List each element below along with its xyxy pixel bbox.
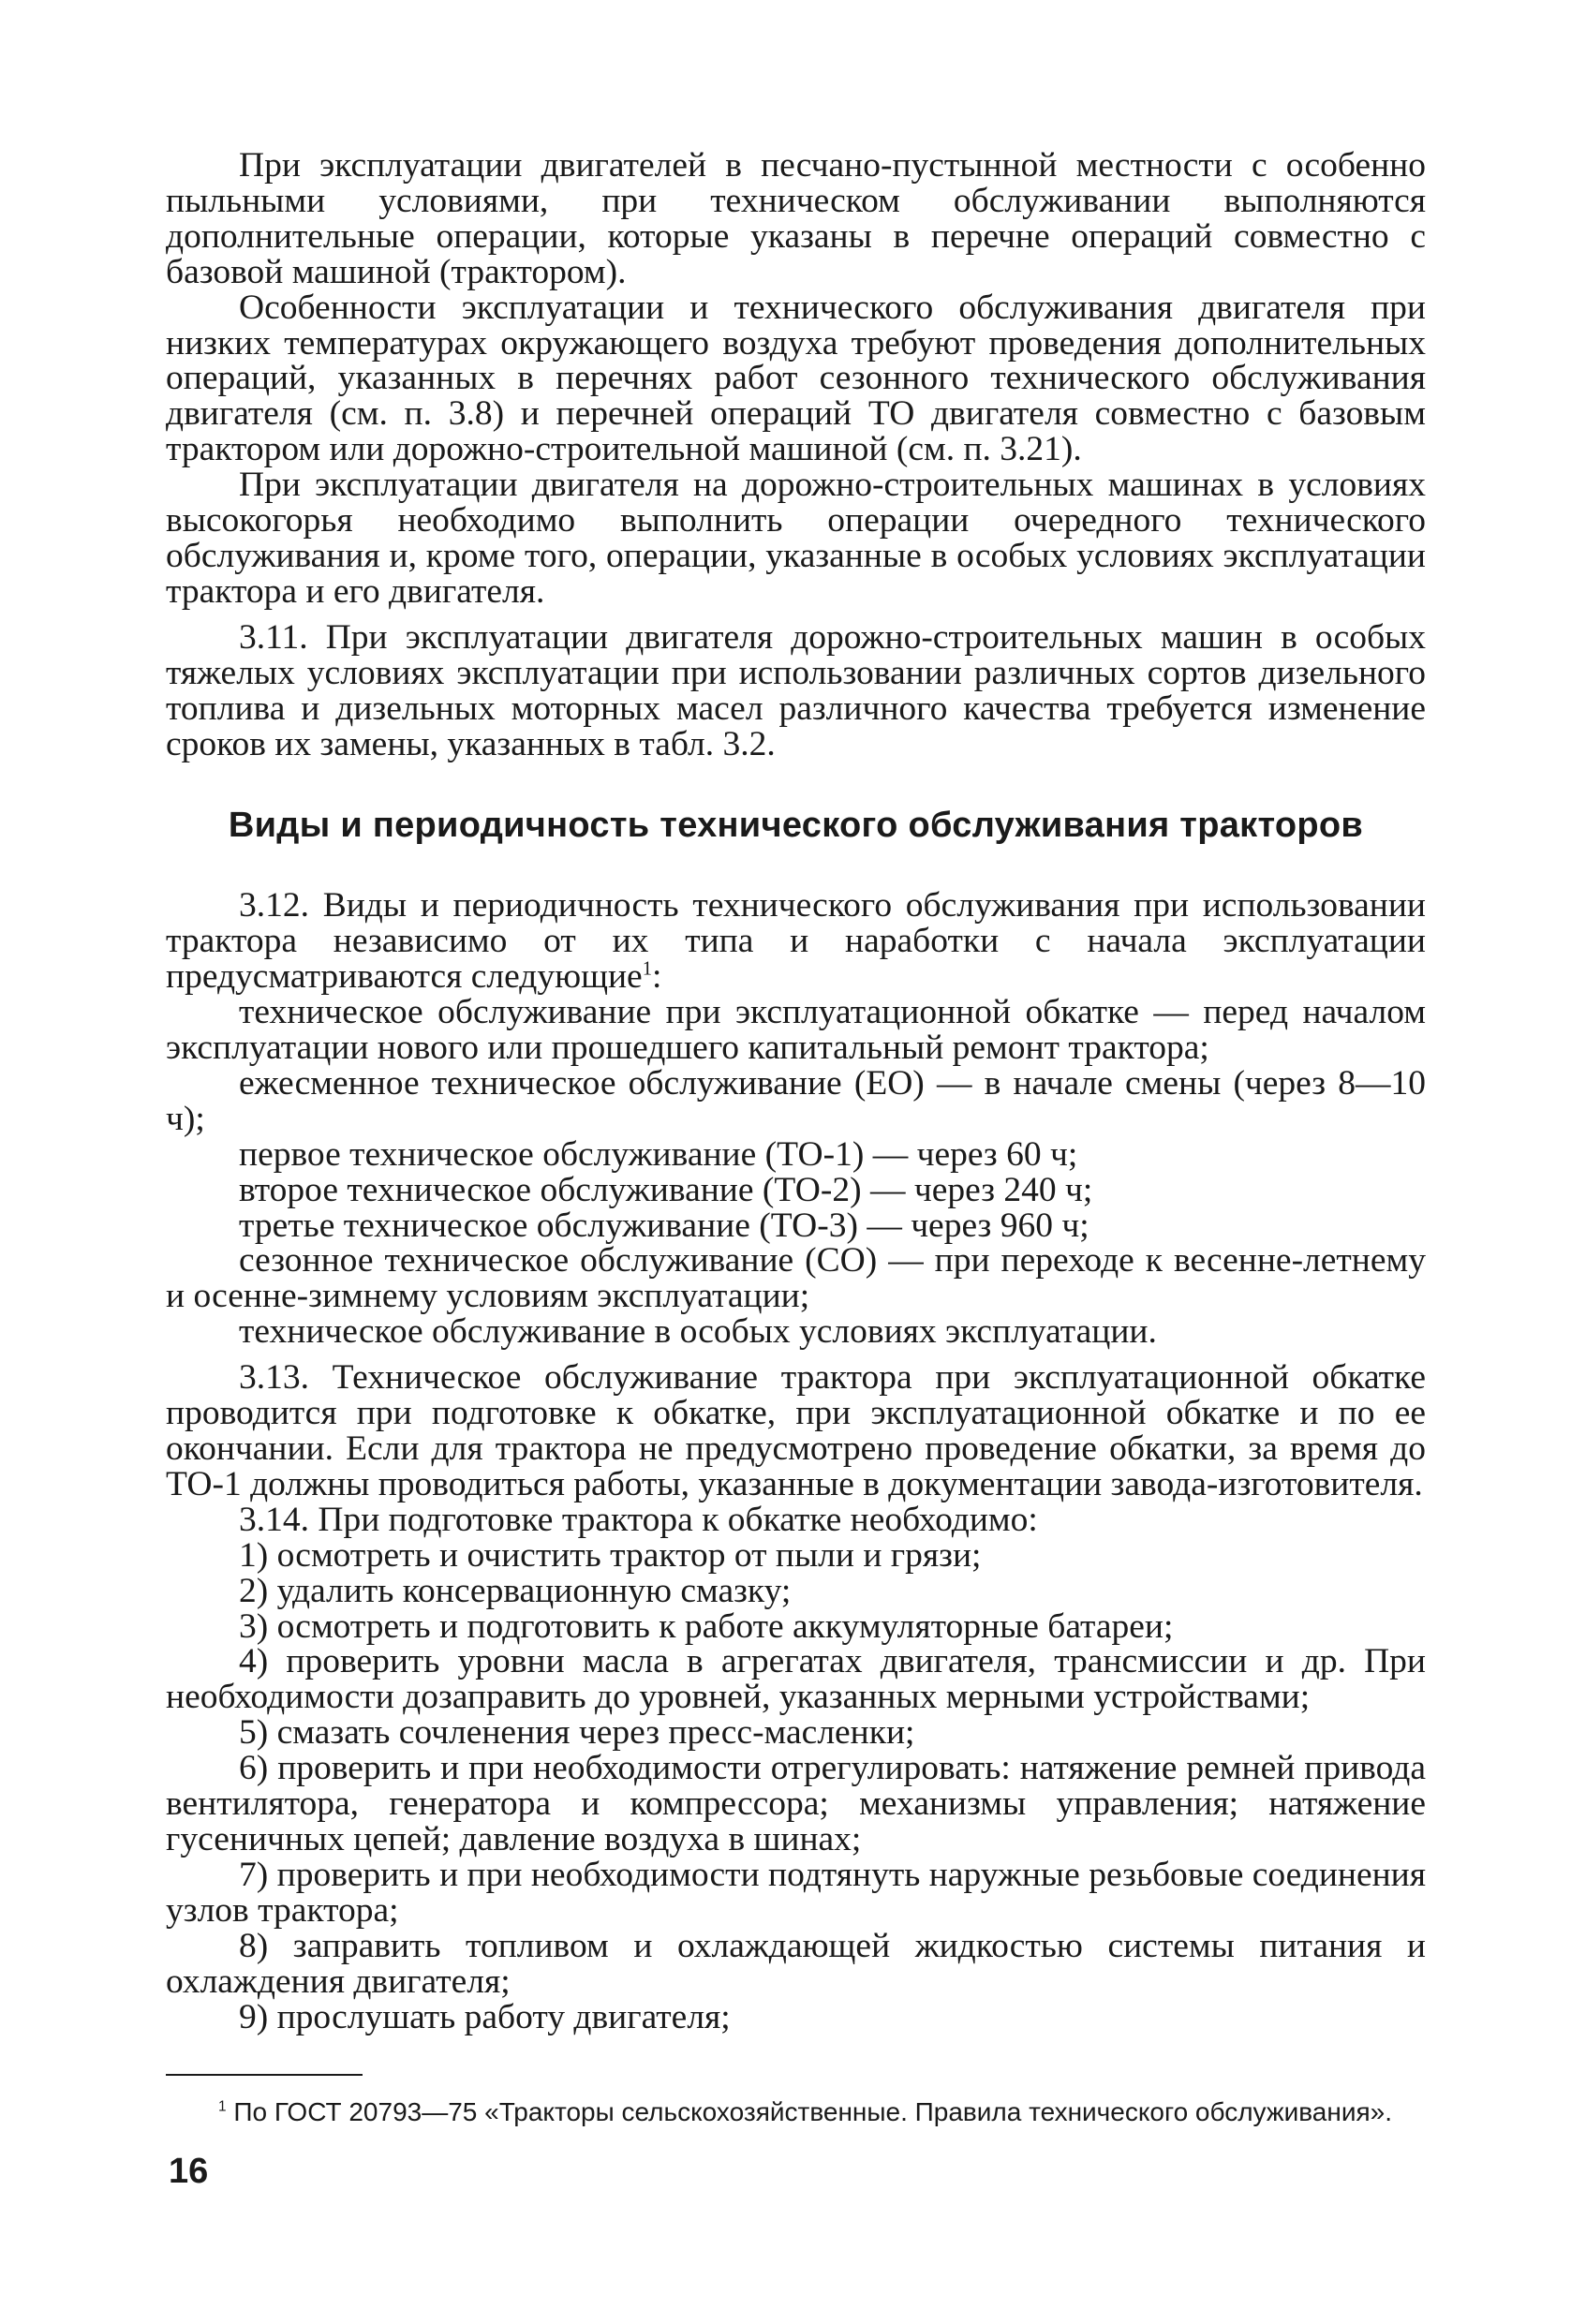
step-item: 8) заправить топливом и охлаждающей жидкостью системы питания и охлаждения двигателя; <box>166 1926 1426 2001</box>
paragraph-3-13: 3.13. Техническое обслуживание трактора при эксплуатационной обкатке проводится при подготовке к обкатке, при эксплуатационной обкатке и по ее окончании. Если для трактора не предусмотрено проведение обкатки, за время до ТО-1 должны проводиться работы, указанные в документации завода-изготовителя. <box>166 1358 1426 1503</box>
step-item: 7) проверить и при необходимости подтянуть наружные резьбовые соединения узлов трактора; <box>166 1855 1426 1930</box>
footnote <box>166 2098 1426 2126</box>
maintenance-type-item: первое техническое обслуживание (ТО-1) — через 60 ч; <box>239 1134 1078 1174</box>
footnote-reference: 1 <box>642 958 652 980</box>
step-item: 5) смазать сочленения через пресс-масленки; <box>239 1713 915 1753</box>
paragraph-desert-conditions: При эксплуатации двигателей в песчано-пустынной местности с особенно пыльными условиями, при техническом обслуживании выполняются дополнительные операции, которые указаны в перечне операций совместно с базовой машиной (трактором). <box>166 146 1426 291</box>
body-text <box>166 148 1426 2035</box>
page-number: 16 <box>169 2152 209 2191</box>
footnote-mark: 1 <box>218 2098 227 2115</box>
paragraph-3-12-tail: : <box>652 957 662 997</box>
paragraph-low-temperature: Особенности эксплуатации и технического обслуживания двигателя при низких температурах окружающего воздуха требуют проведения дополнительных операций, указанных в перечнях работ сезонного технического обслуживания двигателя (см. п. 3.8) и перечней операций ТО двигателя совместно с базовым трактором или дорожно-строительной машиной (см. п. 3.21). <box>166 288 1426 469</box>
maintenance-type-item: техническое обслуживание при эксплуатационной обкатке — перед началом эксплуатации нового или прошедшего капитальный ремонт трактора; <box>166 993 1426 1068</box>
maintenance-type-item: техническое обслуживание в особых условиях эксплуатации. <box>239 1312 1157 1352</box>
paragraph-3-11: 3.11. При эксплуатации двигателя дорожно-строительных машин в особых тяжелых условиях эксплуатации при использовании различных сортов дизельного топлива и дизельных моторных масел различного качества требуется изменение сроков их замены, указанных в табл. 3.2. <box>166 617 1426 763</box>
step-item: 9) прослушать работу двигателя; <box>239 1997 731 2036</box>
footnote-text: По ГОСТ 20793—75 «Тракторы сельскохозяйственные. Правила технического обслуживания». <box>233 2097 1392 2126</box>
paragraph-3-12-text: 3.12. Виды и периодичность технического обслуживания при использовании трактора независимо от их типа и наработки с начала эксплуатации предусматриваются следующие <box>166 886 1426 997</box>
maintenance-type-item: третье техническое обслуживание (ТО-3) — через 960 ч; <box>239 1206 1089 1245</box>
step-item: 2) удалить консервационную смазку; <box>239 1571 792 1610</box>
maintenance-type-item: сезонное техническое обслуживание (СО) — при переходе к весенне-летнему и осенне-зимнему условиям эксплуатации; <box>166 1241 1426 1316</box>
paragraph-highlands: При эксплуатации двигателя на дорожно-строительных машинах в условиях высокогорья необходимо выполнить операции очередного технического обслуживания и, кроме того, операции, указанные в особых условиях эксплуатации трактора и его двигателя. <box>166 466 1426 611</box>
maintenance-type-item: второе техническое обслуживание (ТО-2) — через 240 ч; <box>239 1170 1093 1209</box>
step-item: 4) проверить уровни масла в агрегатах двигателя, трансмиссии и др. При необходимости дозаправить до уровней, указанных мерными устройствами; <box>166 1642 1426 1717</box>
step-item: 1) осмотреть и очистить трактор от пыли и грязи; <box>239 1535 982 1575</box>
maintenance-type-item: ежесменное техническое обслуживание (ЕО) — в начале смены (через 8—10 ч); <box>166 1063 1426 1138</box>
step-item: 3) осмотреть и подготовить к работе аккумуляторные батареи; <box>239 1606 1174 1646</box>
paragraph-3-14: 3.14. При подготовке трактора к обкатке необходимо: <box>239 1500 1038 1539</box>
step-item: 6) проверить и при необходимости отрегулировать: натяжение ремней привода вентилятора, генератора и компрессора; механизмы управления; натяжение гусеничных цепей; давление воздуха в шинах; <box>166 1749 1426 1858</box>
paragraph-3-12 <box>166 888 1426 995</box>
section-heading: Виды и периодичность технического обслуживания тракторов <box>228 806 1364 846</box>
footnote-divider <box>166 2074 363 2076</box>
